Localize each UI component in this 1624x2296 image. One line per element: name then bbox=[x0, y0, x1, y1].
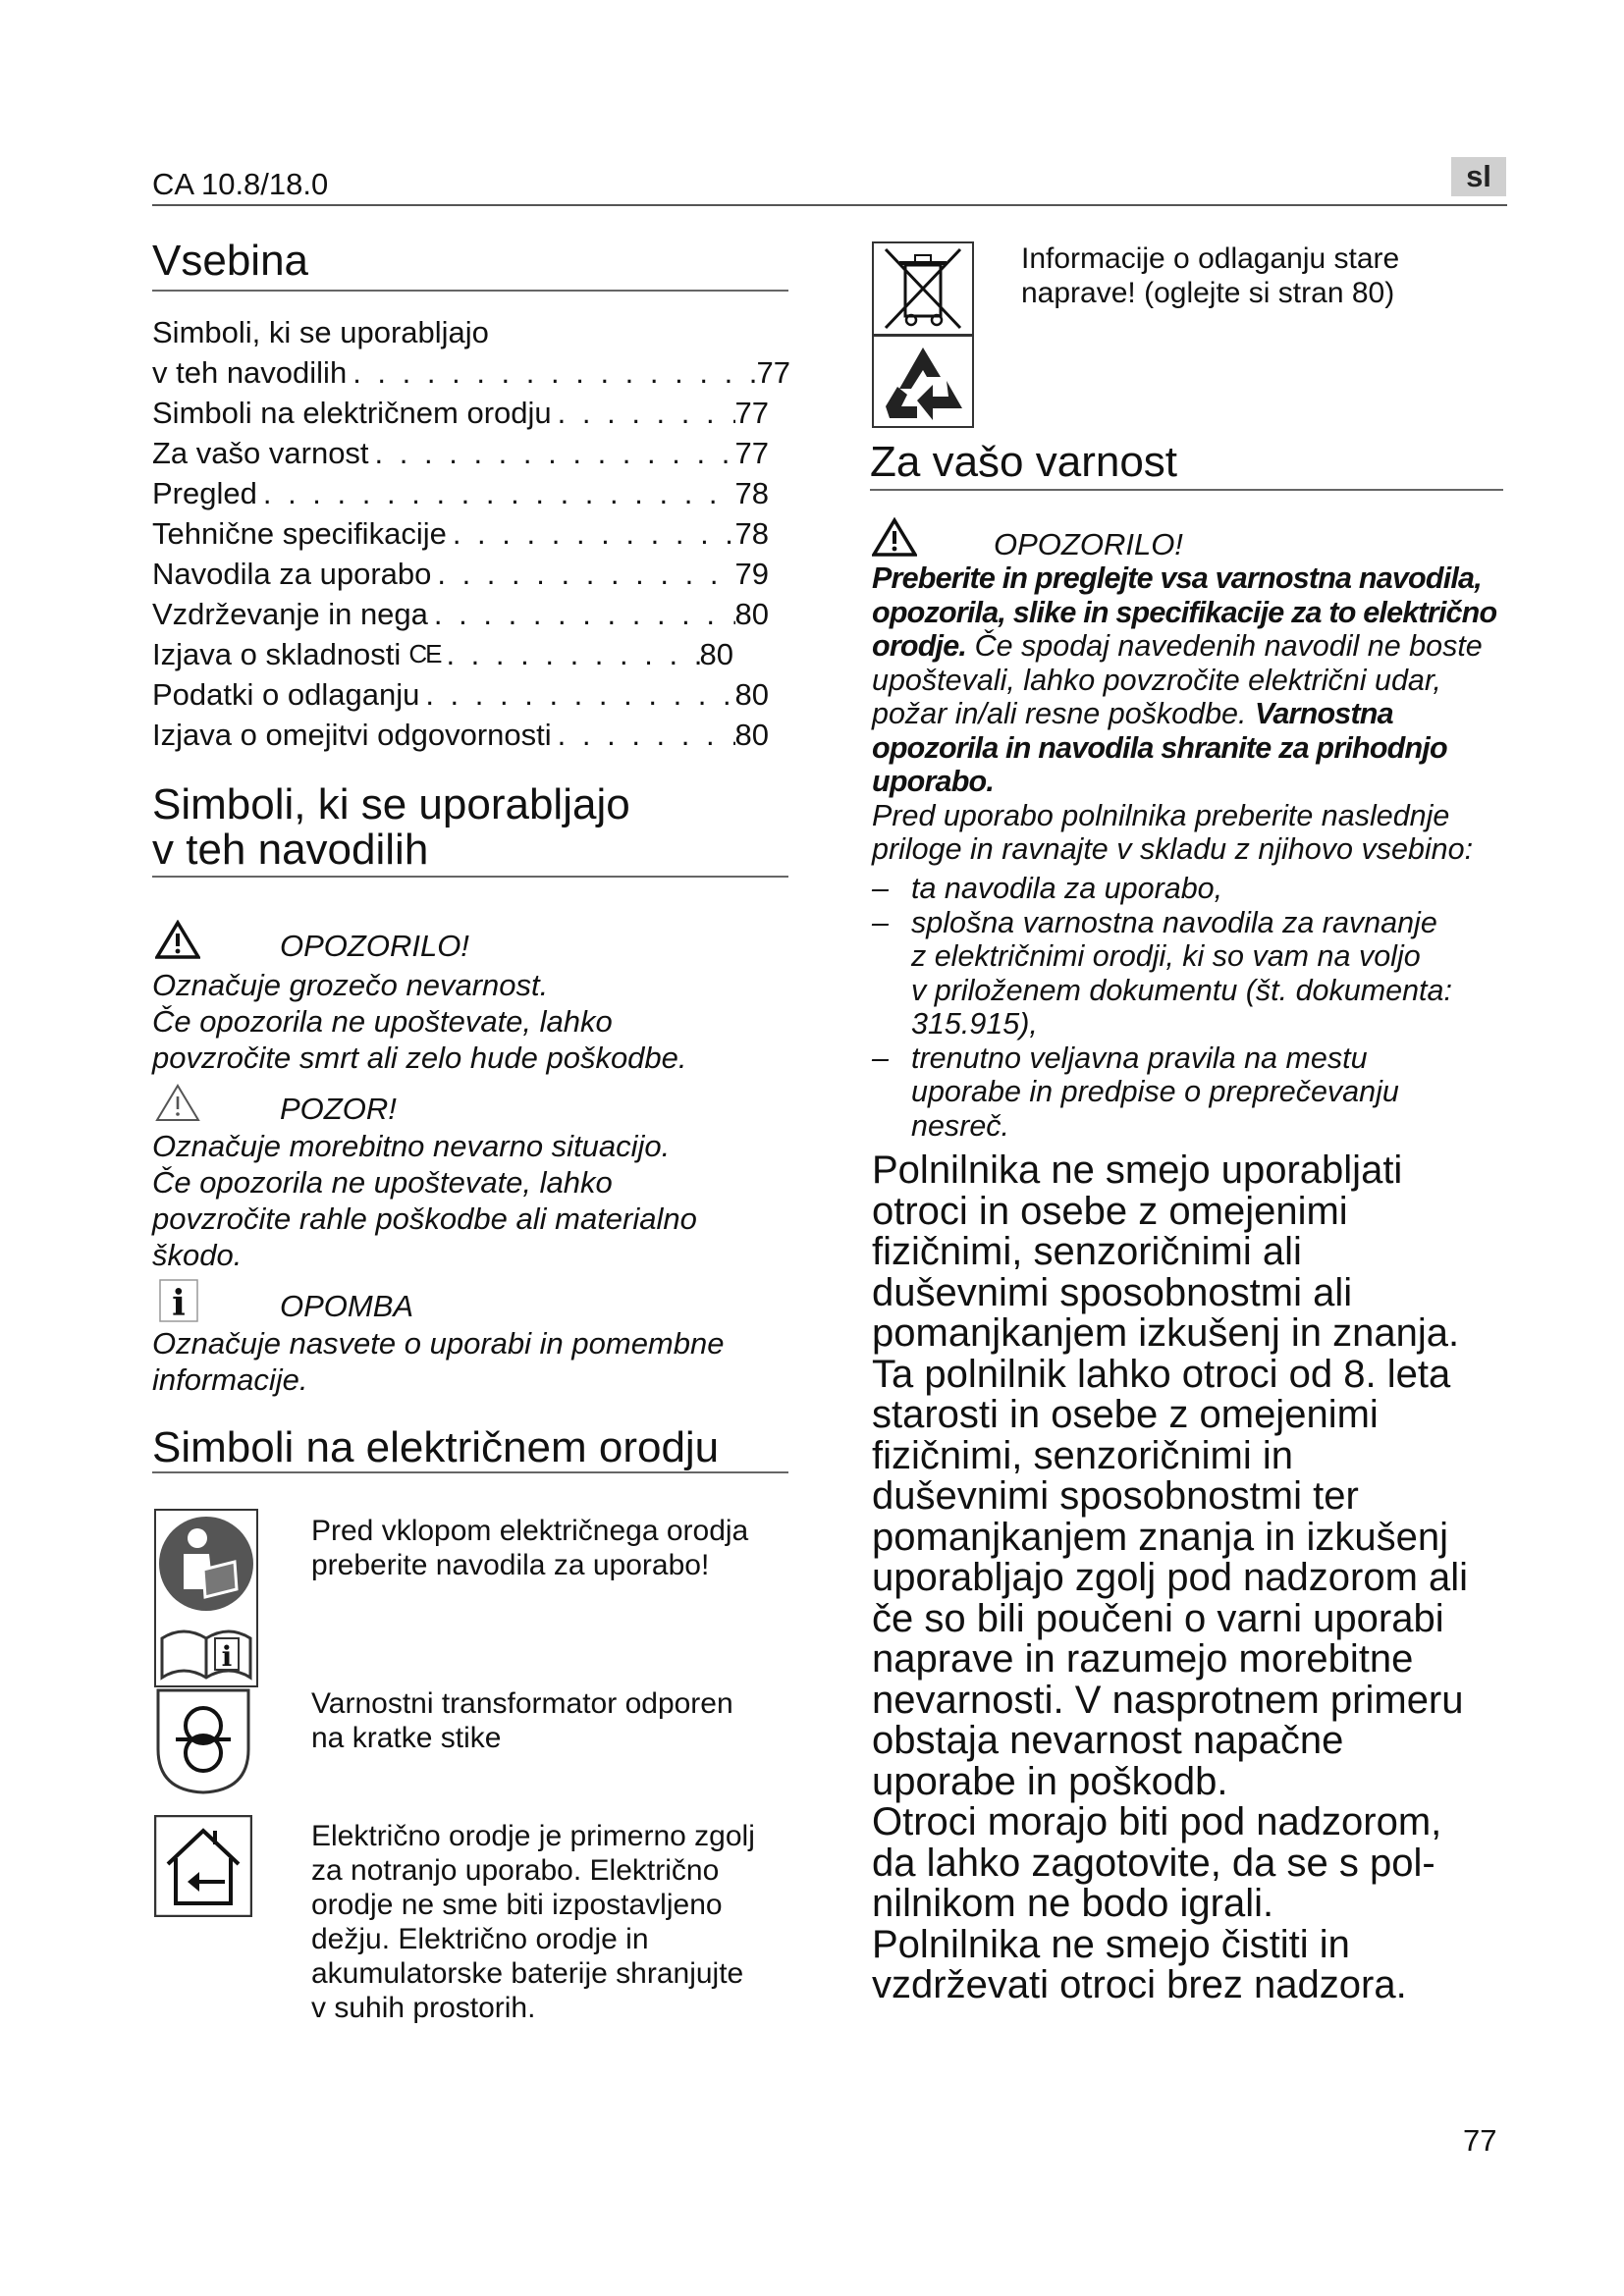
transformer-text bbox=[311, 1686, 802, 1755]
text-line: v suhih prostorih. bbox=[311, 1992, 536, 2024]
toc-entry-title: v teh navodilih bbox=[152, 355, 348, 390]
text-line: duševnimi sposobnostmi ali bbox=[872, 1270, 1353, 1314]
toc-entry-page: 80 bbox=[734, 718, 769, 752]
safety-heading: Za vašo varnost bbox=[870, 438, 1178, 486]
svg-text:i: i bbox=[172, 1283, 186, 1322]
text-line: orodje ne sme biti izpostavljeno bbox=[311, 1889, 723, 1921]
text-normal: požar in/ali resne poškodbe. bbox=[872, 697, 1247, 730]
list-dash: – bbox=[872, 872, 889, 905]
toc-leader bbox=[257, 473, 735, 513]
text-line: splošna varnostna navodila za ravnanje bbox=[911, 905, 1437, 939]
toc-entry[interactable] bbox=[152, 554, 769, 594]
read-manual-icon bbox=[154, 1509, 258, 1687]
toc-entry-page: 78 bbox=[734, 476, 769, 510]
text-line: dežju. Električno orodje in bbox=[311, 1923, 649, 1955]
header-rule bbox=[152, 204, 1507, 206]
toc-entry-page: 80 bbox=[734, 597, 769, 631]
toc-entry-title: Navodila za uporabo bbox=[152, 557, 432, 591]
toc-entry-title: Vzdrževanje in nega bbox=[152, 597, 428, 631]
text-line: Označuje morebitno nevarno situacijo. bbox=[152, 1129, 671, 1163]
toc-entry-title: Simboli, ki se uporabljajo bbox=[152, 315, 489, 349]
text-line: Varnostni transformator odporen bbox=[311, 1687, 733, 1720]
warning-description bbox=[152, 967, 800, 1076]
language-badge: sl bbox=[1451, 157, 1506, 196]
text-bold: orodje. bbox=[872, 629, 967, 663]
toc-leader bbox=[347, 352, 756, 393]
text-line: akumulatorske baterije shranjujte bbox=[311, 1957, 744, 1990]
symbols-manual-rule bbox=[152, 876, 788, 878]
text-line: v priloženem dokumentu (št. dokumenta: bbox=[911, 973, 1452, 1007]
text-line: ta navodila za uporabo, bbox=[911, 872, 1223, 905]
list-item bbox=[872, 1041, 1520, 1144]
toc-entry[interactable] bbox=[152, 473, 769, 513]
toc-heading-rule bbox=[152, 290, 788, 292]
text-line: Pred vklopom električnega orodja bbox=[311, 1515, 749, 1547]
text-line: informacije. bbox=[152, 1362, 308, 1397]
text-line: Polnilnika ne smejo uporabljati bbox=[872, 1148, 1403, 1192]
toc-leader bbox=[419, 674, 734, 715]
toc-entry-page: 77 bbox=[734, 396, 769, 430]
text-line: Otroci morajo biti pod nadzorom, bbox=[872, 1800, 1442, 1843]
text-line: upoštevali, lahko povzročite električni udar, bbox=[872, 663, 1441, 697]
toc-entry[interactable] bbox=[152, 674, 769, 715]
symbols-manual-heading bbox=[152, 782, 630, 873]
text-line: fizičnimi, senzoričnimi ali bbox=[872, 1230, 1302, 1273]
text-line: uporabe in poškodb. bbox=[872, 1759, 1228, 1803]
text-line: vzdrževati otroci brez nadzora. bbox=[872, 1963, 1407, 2006]
list-item bbox=[872, 906, 1520, 1041]
symbols-tool-rule bbox=[152, 1471, 788, 1473]
text-line: Označuje nasvete o uporabi in pomembne bbox=[152, 1326, 725, 1361]
text-line: nevarnosti. V nasprotnem primeru bbox=[872, 1678, 1464, 1722]
text-line: nilnikom ne bodo igrali. bbox=[872, 1882, 1274, 1925]
toc-entry-page: 80 bbox=[734, 677, 769, 712]
note-description bbox=[152, 1325, 800, 1398]
toc-leader bbox=[428, 594, 735, 634]
text-line: Polnilnika ne smejo čistiti in bbox=[872, 1922, 1350, 1966]
toc-heading: Vsebina bbox=[152, 237, 309, 285]
text-line: povzročite smrt ali zelo hude poškodbe. bbox=[152, 1041, 687, 1075]
text-line: trenutno veljavna pravila na mestu bbox=[911, 1041, 1368, 1075]
text-line: da lahko zagotovite, da se s pol- bbox=[872, 1841, 1435, 1885]
toc-entry[interactable] bbox=[152, 715, 769, 755]
indoor-use-icon bbox=[154, 1815, 252, 1917]
text-line: uporabljajo zgolj pod nadzorom ali bbox=[872, 1556, 1469, 1599]
toc-leader bbox=[552, 715, 735, 755]
safety-warning-triangle-icon bbox=[872, 517, 917, 557]
ce-mark: CE bbox=[408, 639, 441, 668]
text-line: Informacije o odlaganju stare bbox=[1021, 242, 1400, 275]
text-line bbox=[872, 697, 1520, 731]
text-line: otroci in osebe z omejenimi bbox=[872, 1189, 1348, 1233]
text-line: Označuje grozečo nevarnost. bbox=[152, 968, 549, 1002]
svg-text:i: i bbox=[221, 1640, 233, 1673]
toc-entry-title: Izjava o skladnosti bbox=[152, 637, 402, 671]
text-line: pomanjkanjem izkušenj in znanja. bbox=[872, 1311, 1460, 1355]
toc-leader bbox=[552, 393, 735, 433]
heading-line: Simboli, ki se uporabljajo bbox=[152, 780, 630, 828]
safety-signal-word: OPOZORILO! bbox=[994, 527, 1183, 561]
list-item bbox=[872, 872, 1520, 906]
text-line: uporabe in predpise o preprečevanju bbox=[911, 1075, 1399, 1108]
toc-entry-title: Za vašo varnost bbox=[152, 436, 369, 470]
text-line bbox=[872, 629, 1520, 664]
symbols-tool-heading: Simboli na električnem orodju bbox=[152, 1423, 720, 1471]
toc-leader bbox=[440, 634, 699, 674]
toc-entry-title: Simboli na električnem orodju bbox=[152, 396, 552, 430]
toc-entry-title: Podatki o odlaganju bbox=[152, 677, 420, 712]
caution-triangle-icon bbox=[155, 1083, 200, 1122]
text-line: opozorila, slike in specifikacije za to električno bbox=[872, 595, 1497, 629]
text-line: naprave! (oglejte si stran 80) bbox=[1021, 277, 1395, 309]
toc-entry[interactable] bbox=[152, 393, 769, 433]
info-icon bbox=[159, 1279, 198, 1322]
text-normal: Če spodaj navedenih navodil ne boste bbox=[974, 629, 1483, 663]
text-line: pomanjkanjem znanja in izkušenj bbox=[872, 1515, 1448, 1559]
text-line: za notranjo uporabo. Električno bbox=[311, 1854, 720, 1887]
toc-entry-page: 80 bbox=[699, 637, 733, 671]
text-line: naprave in razumejo morebitne bbox=[872, 1637, 1414, 1681]
text-line: starosti in osebe z omejenimi bbox=[872, 1393, 1379, 1436]
caution-signal-word: POZOR! bbox=[280, 1092, 397, 1126]
toc-entry-title: Tehnične specifikacije bbox=[152, 516, 447, 551]
text-line: duševnimi sposobnostmi ter bbox=[872, 1474, 1359, 1518]
note-signal-word: OPOMBA bbox=[280, 1289, 414, 1323]
text-line: povzročite rahle poškodbe ali materialno bbox=[152, 1201, 697, 1236]
text-line: Električno orodje je primerno zgolj bbox=[311, 1820, 755, 1852]
text-line: nesreč. bbox=[911, 1108, 1010, 1143]
text-line: obstaja nevarnost napačne bbox=[872, 1719, 1344, 1762]
toc-entry[interactable] bbox=[152, 513, 769, 554]
warning-signal-word: OPOZORILO! bbox=[280, 929, 469, 963]
document-model: CA 10.8/18.0 bbox=[152, 167, 329, 201]
text-line: škodo. bbox=[152, 1238, 243, 1272]
toc-entry-page: 77 bbox=[756, 355, 790, 390]
toc-entry[interactable] bbox=[152, 352, 790, 393]
text-line: opozorila in navodila shranite za prihodnjo bbox=[872, 730, 1447, 765]
toc-entry-page: 79 bbox=[734, 557, 769, 591]
text-line: uporabo. bbox=[872, 765, 995, 798]
text-line: fizičnimi, senzoričnimi in bbox=[872, 1433, 1293, 1477]
text-line: če so bili poučeni o varni uporabi bbox=[872, 1596, 1444, 1640]
text-line: Če opozorila ne upoštevate, lahko bbox=[152, 1004, 613, 1039]
toc-entry-title: Izjava o omejitvi odgovornosti bbox=[152, 718, 552, 752]
text-line: z električnimi orodji, ki so vam na voljo bbox=[911, 939, 1421, 973]
toc-entry[interactable] bbox=[152, 312, 790, 352]
safety-transformer-icon bbox=[154, 1688, 252, 1796]
toc-entry[interactable] bbox=[152, 634, 733, 674]
text-line: 315.915), bbox=[911, 1007, 1038, 1041]
list-dash: – bbox=[872, 1041, 889, 1075]
caution-description bbox=[152, 1128, 800, 1273]
text-line: Če opozorila ne upoštevate, lahko bbox=[152, 1165, 613, 1200]
toc-entry-page: 77 bbox=[734, 436, 769, 470]
safety-documents-list bbox=[872, 872, 1520, 1143]
text-line: priloge in ravnajte v skladu z njihovo vsebino: bbox=[872, 832, 1474, 866]
toc-leader bbox=[447, 513, 735, 554]
heading-line: v teh navodilih bbox=[152, 826, 429, 874]
read-manual-text bbox=[311, 1514, 802, 1582]
page-number: 77 bbox=[1463, 2123, 1497, 2158]
text-line: Preberite in preglejte vsa varnostna navodila, bbox=[872, 561, 1482, 595]
list-dash: – bbox=[872, 905, 889, 939]
indoor-use-text bbox=[311, 1819, 822, 2025]
warning-triangle-icon bbox=[155, 920, 200, 959]
toc-entry[interactable] bbox=[152, 594, 769, 634]
crossed-bin-icon bbox=[872, 241, 974, 336]
toc-leader bbox=[369, 433, 735, 473]
text-line: Pred uporabo polnilnika preberite naslednje bbox=[872, 798, 1450, 832]
toc-entry[interactable] bbox=[152, 433, 769, 473]
text-line: Ta polnilnik lahko otroci od 8. leta bbox=[872, 1352, 1451, 1396]
safety-heading-rule bbox=[870, 489, 1503, 491]
toc-entry-title: Pregled bbox=[152, 476, 257, 510]
safety-intro bbox=[872, 561, 1520, 867]
toc-entry-page: 78 bbox=[734, 516, 769, 551]
child-safety-warning bbox=[872, 1150, 1520, 2006]
table-of-contents bbox=[152, 312, 790, 755]
disposal-info-text bbox=[1021, 241, 1512, 310]
text-line: preberite navodila za uporabo! bbox=[311, 1549, 710, 1581]
text-bold: Varnostna bbox=[1254, 697, 1393, 730]
toc-leader bbox=[431, 554, 734, 594]
recycle-icon bbox=[872, 336, 974, 428]
text-line: na kratke stike bbox=[311, 1722, 502, 1754]
